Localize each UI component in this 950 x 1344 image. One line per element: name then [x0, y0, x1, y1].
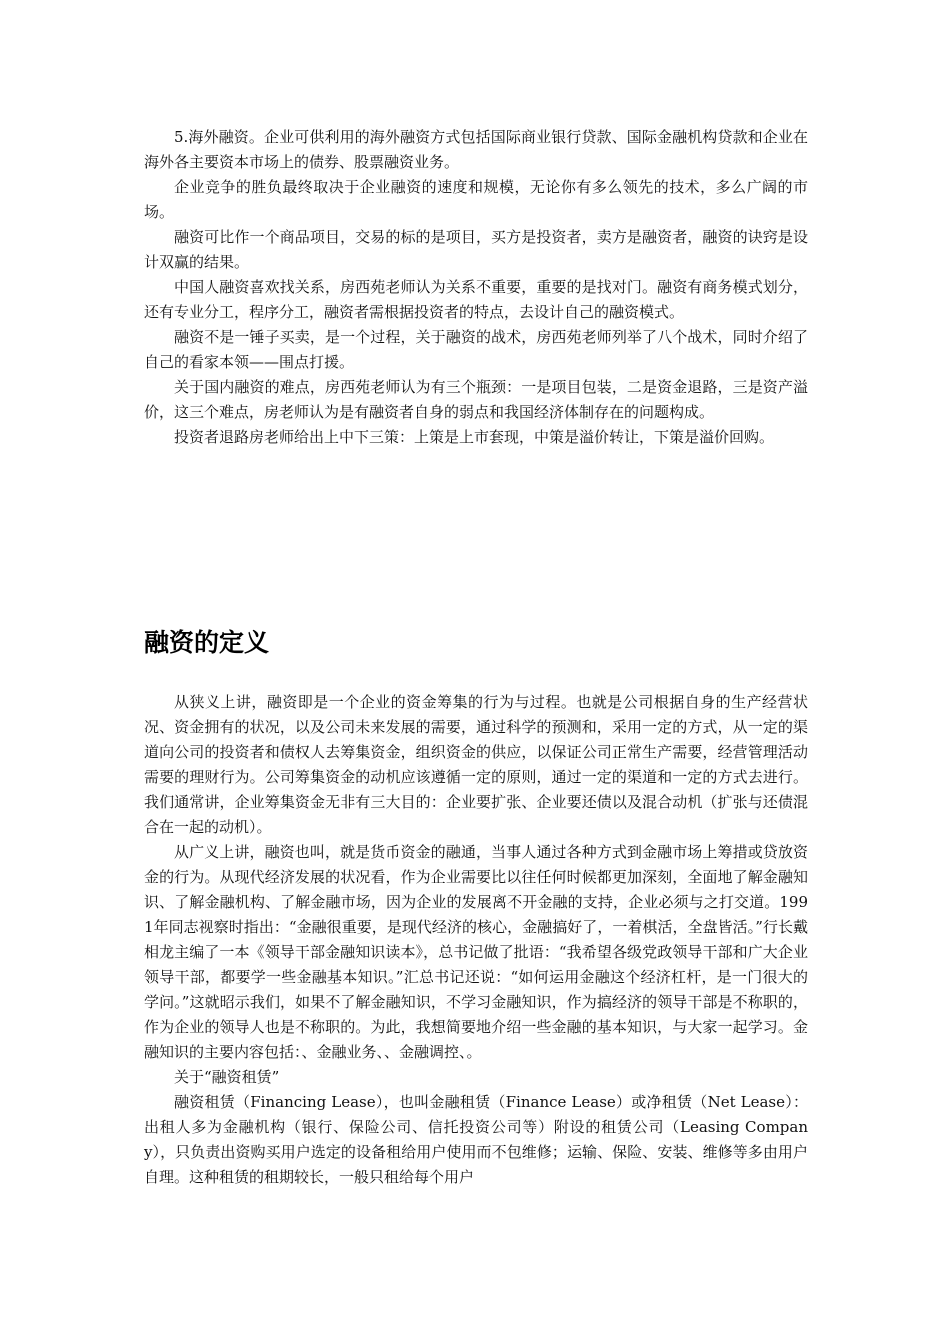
paragraph-leasing-title: 关于“融资租赁” [174, 1068, 280, 1086]
paragraph-narrow-definition: 从狭义上讲，融资即是一个企业的资金筹集的行为与过程。也就是公司根据自身的生产经营状况、资金拥有的状况，以及公司未来发展的需要，通过科学的预测和，采用一定的方式，从一定的渠道向公司的投资者和债权人去筹集资金，组织资金的供应，以保证公司正常生产需要，经营管理活动需要的理财行为。公司筹集资金的动机应该遵循一定的原则，通过一定的渠道和一定的方式去进行。我们通常讲，企业筹集资金无非有三大目的：企业要扩张、企业要还债以及混合动机（扩张与还债混合在一起的动机）。 [144, 693, 808, 836]
paragraph-commodity-analogy: 融资可比作一个商品项目，交易的标的是项目，买方是投资者，卖方是融资者，融资的诀窍是设计双赢的结果。 [144, 228, 808, 271]
paragraph-broad-definition: 从广义上讲，融资也叫，就是货币资金的融通，当事人通过各种方式到金融市场上筹措或贷放资金的行为。从现代经济发展的状况看，作为企业需要比以往任何时候都更加深刻，全面地了解金融知识、了解金融机构、了解金融市场，因为企业的发展离不开金融的支持，企业必须与之打交道。1991年同志视察时指出：“金融很重要，是现代经济的核心，金融搞好了，一着棋活，全盘皆活。”行长戴相龙主编了一本《领导干部金融知识读本》，总书记做了批语：“我希望各级党政领导干部和广大企业领导干部，都要学一些金融基本知识。”汇总书记还说：“如何运用金融这个经济杠杆，是一门很大的学问。”这就昭示我们，如果不了解金融知识，不学习金融知识，作为搞经济的领导干部是不称职的，作为企业的领导人也是不称职的。为此，我想简要地介绍一些金融的基本知识，与大家一起学习。金融知识的主要内容包括：、金融业务、、金融调控、。 [144, 843, 808, 1061]
paragraph-financing-lease: 融资租赁（Financing Lease），也叫金融租赁（Finance Lease）或净租赁（Net Lease）：出租人多为金融机构（银行、保险公司、信托投资公司等）附设的租赁公司（Leasing Company），只负责出资购买用户选定的设备租给用户使用而不包维修；运输、保险、安装、维修等多由用户自理。这种租赁的租期较长，一般只租给每个用户 [144, 1093, 808, 1186]
paragraph-competition: 企业竞争的胜负最终取决于企业融资的速度和规模，无论你有多么领先的技术，多么广阔的市场。 [144, 178, 808, 221]
paragraph-investor-exit: 投资者退路房老师给出上中下三策：上策是上市套现，中策是溢价转让，下策是溢价回购。 [174, 428, 775, 446]
section-heading: 融资的定义 [144, 628, 270, 657]
definition-section [144, 690, 808, 1190]
paragraph-process-tactics: 融资不是一锤子买卖，是一个过程，关于融资的战术，房西苑老师列举了八个战术，同时介绍了自己的看家本领——围点打援。 [144, 328, 808, 371]
intro-section [144, 125, 808, 450]
paragraph-overseas-financing: 5.海外融资。企业可供利用的海外融资方式包括国际商业银行贷款、国际金融机构贷款和企业在海外各主要资本市场上的债券、股票融资业务。 [144, 128, 808, 171]
paragraph-relationships: 中国人融资喜欢找关系，房西苑老师认为关系不重要，重要的是找对门。融资有商务模式划分，还有专业分工，程序分工，融资者需根据投资者的特点，去设计自己的融资模式。 [144, 278, 808, 321]
paragraph-domestic-difficulties: 关于国内融资的难点，房西苑老师认为有三个瓶颈：一是项目包装，二是资金退路，三是资产溢价，这三个难点，房老师认为是有融资者自身的弱点和我国经济体制存在的问题构成。 [144, 378, 808, 421]
